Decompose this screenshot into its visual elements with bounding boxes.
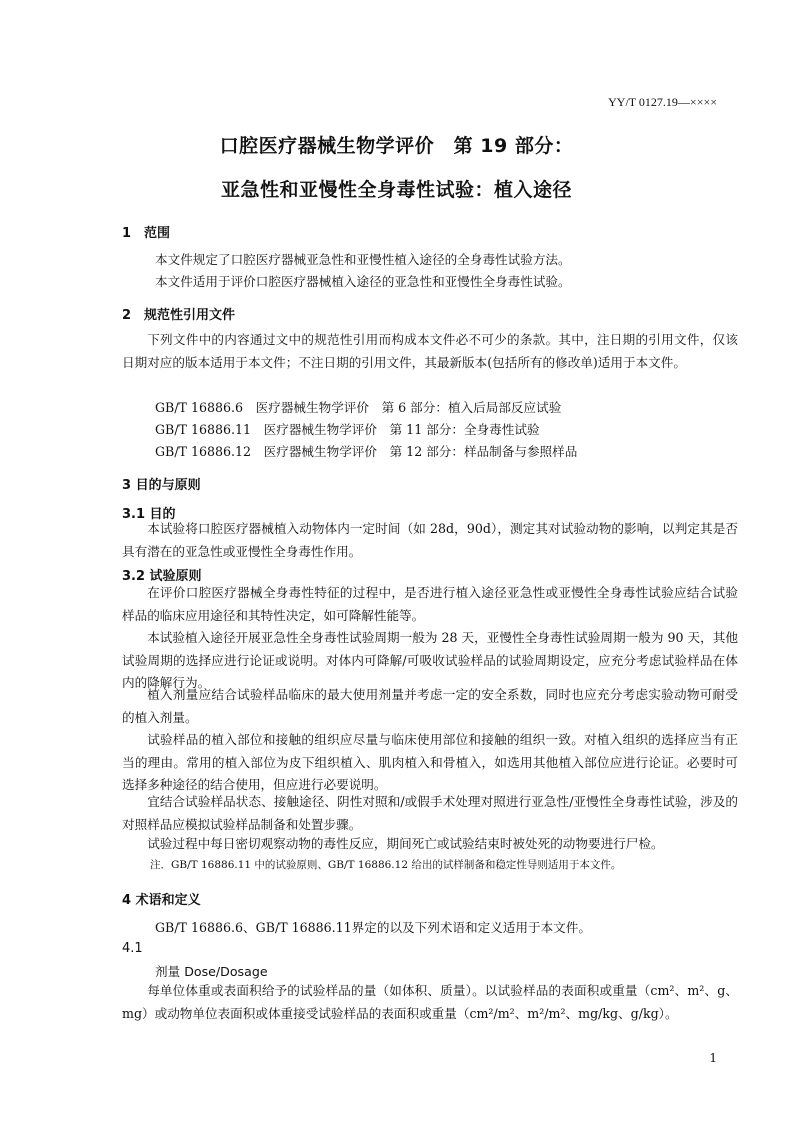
section-3-heading: 3 目的与原则: [122, 478, 201, 493]
section-1-heading: 1 范围: [122, 226, 171, 241]
section-4-intro: GB/T 16886.6、GB/T 16886.11界定的以及下列术语和定义适用于本文件。: [155, 920, 591, 935]
principle-para: 试验过程中每日密切观察动物的毒性反应，期间死亡或试验结束时被处死的动物要进行尸检。: [147, 836, 664, 851]
term-number: 4.1: [122, 941, 143, 956]
section-4-heading: 4 术语和定义: [122, 893, 201, 908]
normative-reference: GB/T 16886.6 医疗器械生物学评价 第 6 部分：植入后局部反应试验: [155, 400, 562, 415]
section-2-heading: 2 规范性引用文件: [122, 308, 236, 323]
principle-para: 宜结合试验样品状态、接触途径、阴性对照和/或假手术处理对照进行亚急性/亚慢性全身毒性试验，涉及的对照样品应模拟试验样品制备和处置步骤。: [122, 794, 738, 832]
title-line-1: 口腔医疗器械生物学评价 第 19 部分：: [219, 135, 574, 157]
principle-para: 在评价口腔医疗器械全身毒性特征的过程中，是否进行植入途径亚急性或亚慢性全身毒性试验应结合试验样品的临床应用途径和其特性决定，如可降解性能等。: [122, 585, 738, 623]
principle-para: 试验样品的植入部位和接触的组织应尽量与临床使用部位和接触的组织一致。对植入组织的选择应当有正当的理由。常用的植入部位为皮下组织植入、肌肉植入和骨植入，如选用其他植入部位应进行论证。必要时可选择多种途径的结合使用，但应进行必要说明。: [122, 732, 738, 792]
title-line-2: 亚急性和亚慢性全身毒性试验：植入途径: [220, 179, 572, 201]
subsection-3-2-heading: 3.2 试验原则: [122, 569, 202, 584]
term-definition: 每单位体重或表面积给予的试验样品的量（如体积、质量）。以试验样品的表面积或重量（cm²、m²、g、mg）或动物单位表面积或体重接受试验样品的表面积或重量（cm²/m²、m²/m²、mg/kg、g/kg）。: [122, 983, 738, 1021]
section-3-note: 注．GB/T 16886.11 中的试验原则、GB/T 16886.12 给出的试样制备和稳定性导则适用于本文件。: [150, 859, 622, 871]
principle-para: 本试验植入途径开展亚急性全身毒性试验周期一般为 28 天，亚慢性全身毒性试验周期一般为 90 天，其他试验周期的选择应进行论证或说明。对体内可降解/可吸收试验样品的试验周期设定，应充分考虑试验样品在体内的降解行为。: [122, 630, 738, 690]
section-1-para-2: 本文件适用于评价口腔医疗器械植入途径的亚急性和亚慢性全身毒性试验。: [155, 274, 571, 289]
normative-reference: GB/T 16886.12 医疗器械生物学评价 第 12 部分：样品制备与参照样品: [155, 444, 578, 459]
section-1-para-1: 本文件规定了口腔医疗器械亚急性和亚慢性植入途径的全身毒性试验方法。: [155, 252, 571, 267]
term-name: 剂量 Dose/Dosage: [155, 964, 268, 979]
document-number: YY/T 0127.19—××××: [608, 95, 717, 109]
subsection-3-1-heading: 3.1 目的: [122, 507, 176, 522]
principle-para: 植入剂量应结合试验样品临床的最大使用剂量并考虑一定的安全系数，同时也应充分考虑实验动物可耐受的植入剂量。: [122, 687, 738, 725]
section-2-intro: 下列文件中的内容通过文中的规范性引用而构成本文件必不可少的条款。其中，注日期的引用文件，仅该日期对应的版本适用于本文件；不注日期的引用文件，其最新版本(包括所有的修改单)适用于本文件。: [122, 332, 738, 370]
subsection-3-1-para: 本试验将口腔医疗器械植入动物体内一定时间（如 28d，90d），测定其对试验动物的影响，以判定其是否具有潜在的亚急性或亚慢性全身毒性作用。: [122, 521, 738, 559]
normative-reference: GB/T 16886.11 医疗器械生物学评价 第 11 部分：全身毒性试验: [155, 422, 540, 437]
page-number: 1: [709, 1051, 717, 1065]
